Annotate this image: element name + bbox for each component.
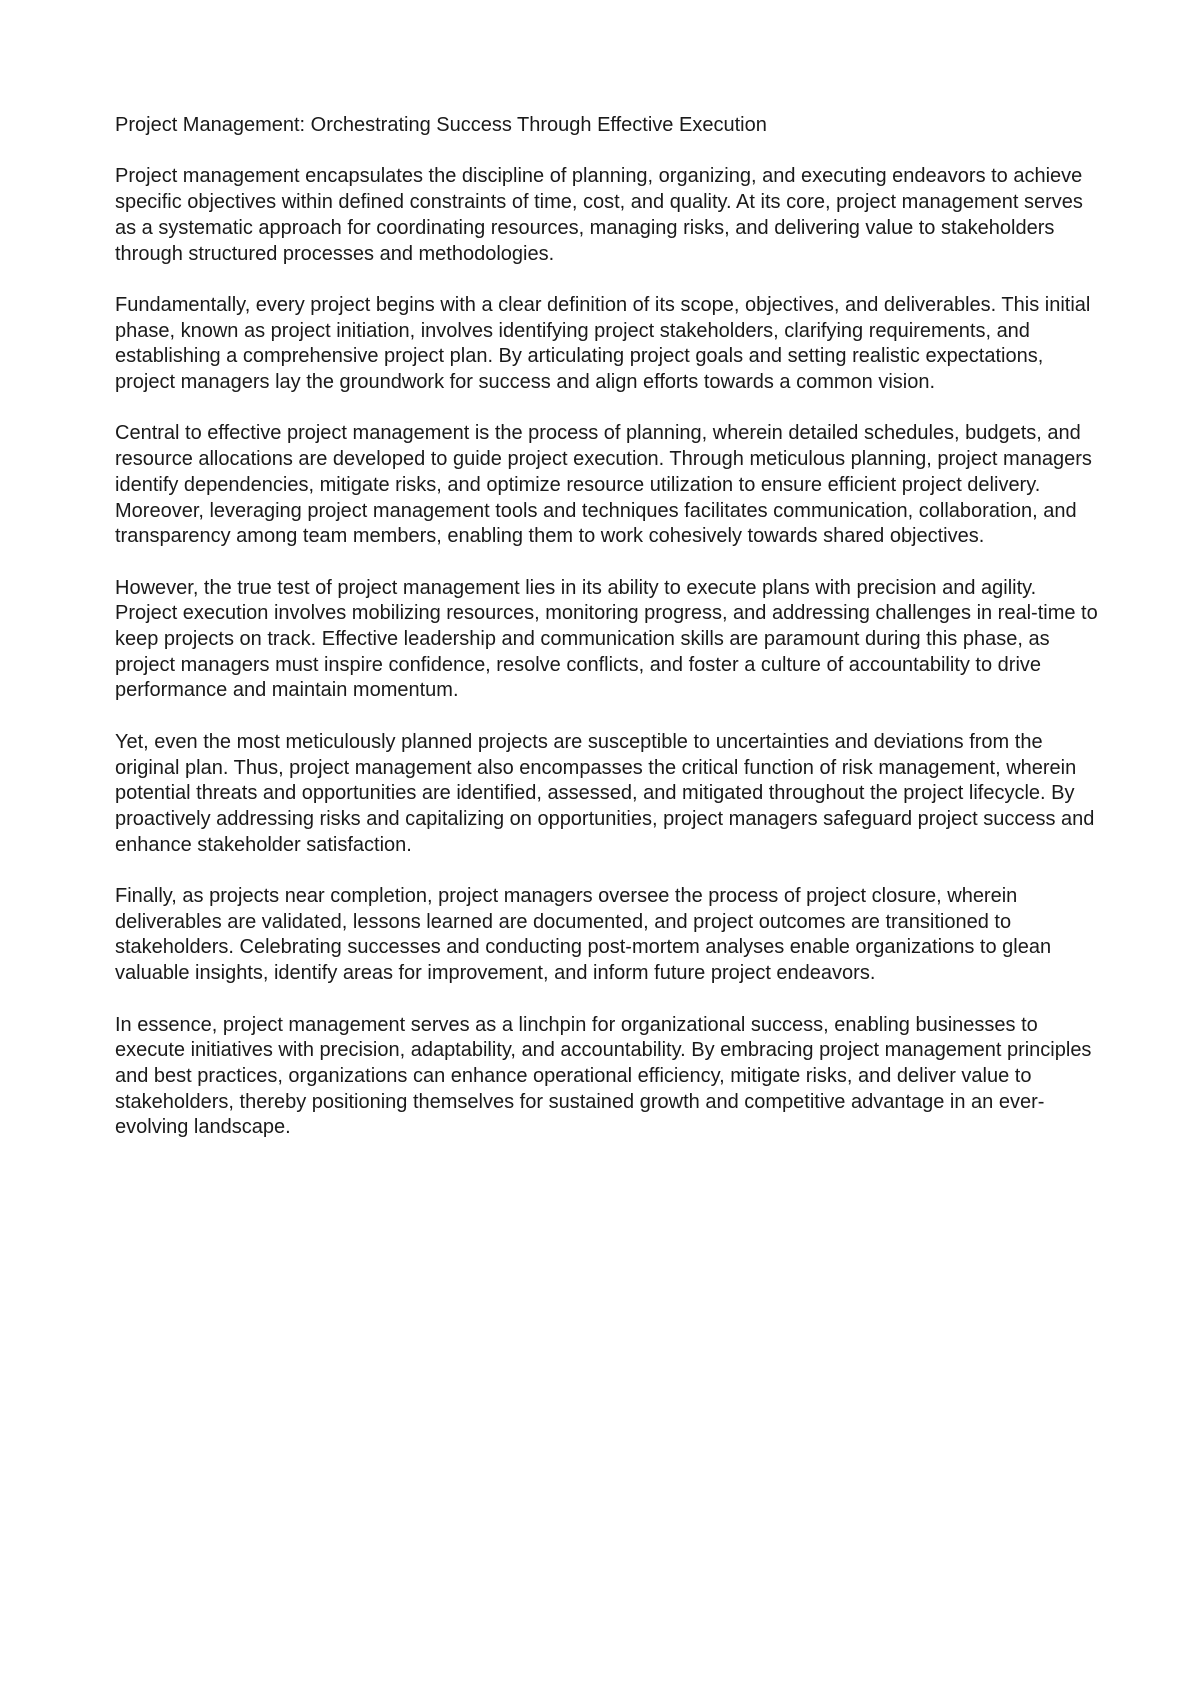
paragraph-7: In essence, project management serves as a linchpin for organizational success, enabling businesses to execute initiatives with precision, adaptability, and accountability. By embracing project management principles and best practices, organizations can enhance operational efficiency, mitigate risks, and deliver value to stakeholders, thereby positioning themselves for sustained growth and competitive advantage in an ever-evolving landscape.	[115, 1013, 1092, 1139]
document-title: Project Management: Orchestrating Success Through Effective Execution	[115, 114, 767, 136]
paragraph-6: Finally, as projects near completion, project managers oversee the process of project closure, wherein deliverables are validated, lessons learned are documented, and project outcomes are transitioned to stakeholders. Celebrating successes and conducting post-mortem analyses enable organizations to glean valuable insights, identify areas for improvement, and inform future project endeavors.	[115, 885, 1052, 985]
paragraph-3: Central to effective project management is the process of planning, wherein detailed schedules, budgets, and resource allocations are developed to guide project execution. Through meticulous planning, project managers identify dependencies, mitigate risks, and optimize resource utilization to ensure efficient project delivery. Moreover, leveraging project management tools and techniques facilitates communication, collaboration, and transparency among team members, enabling them to work cohesively towards shared objectives.	[115, 422, 1092, 548]
document-body	[115, 113, 1100, 1167]
paragraph-1: Project management encapsulates the discipline of planning, organizing, and executing endeavors to achieve specific objectives within defined constraints of time, cost, and quality. At its core, project management serves as a systematic approach for coordinating resources, managing risks, and delivering value to stakeholders through structured processes and methodologies.	[115, 165, 1083, 265]
paragraph-5: Yet, even the most meticulously planned projects are susceptible to uncertainties and deviations from the original plan. Thus, project management also encompasses the critical function of risk management, wherein potential threats and opportunities are identified, assessed, and mitigated throughout the project lifecycle. By proactively addressing risks and capitalizing on opportunities, project managers safeguard project success and enhance stakeholder satisfaction.	[115, 730, 1095, 856]
paragraph-4: However, the true test of project management lies in its ability to execute plans with precision and agility. Project execution involves mobilizing resources, monitoring progress, and addressing challenges in real-time to keep projects on track. Effective leadership and communication skills are paramount during this phase, as project managers must inspire confidence, resolve conflicts, and foster a culture of accountability to drive performance and maintain momentum.	[115, 576, 1098, 702]
paragraph-2: Fundamentally, every project begins with a clear definition of its scope, objectives, and deliverables. This initial phase, known as project initiation, involves identifying project stakeholders, clarifying requirements, and establishing a comprehensive project plan. By articulating project goals and setting realistic expectations, project managers lay the groundwork for success and align efforts towards a common vision.	[115, 293, 1091, 393]
